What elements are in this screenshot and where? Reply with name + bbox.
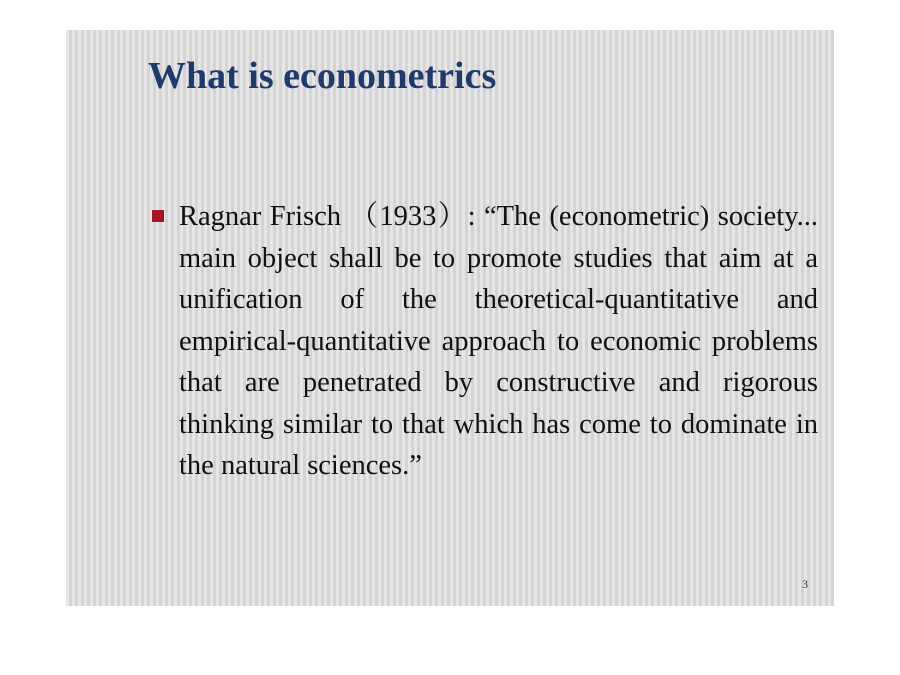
page-number: 3	[802, 577, 808, 591]
bullet-text: Ragnar Frisch （1933）: “The (econometric) society... main object shall be to promote studies that aim at a unification of the theoretical-quantitative and empirical-quantitative approach to economic problems that are penetrated by constructive and rigorous thinking similar to that which has come to dominate in the natural sciences.”	[179, 201, 818, 481]
slide	[66, 30, 834, 606]
bullet-item	[152, 196, 818, 487]
square-bullet-icon	[152, 210, 164, 222]
slide-title: What is econometrics	[148, 55, 497, 97]
